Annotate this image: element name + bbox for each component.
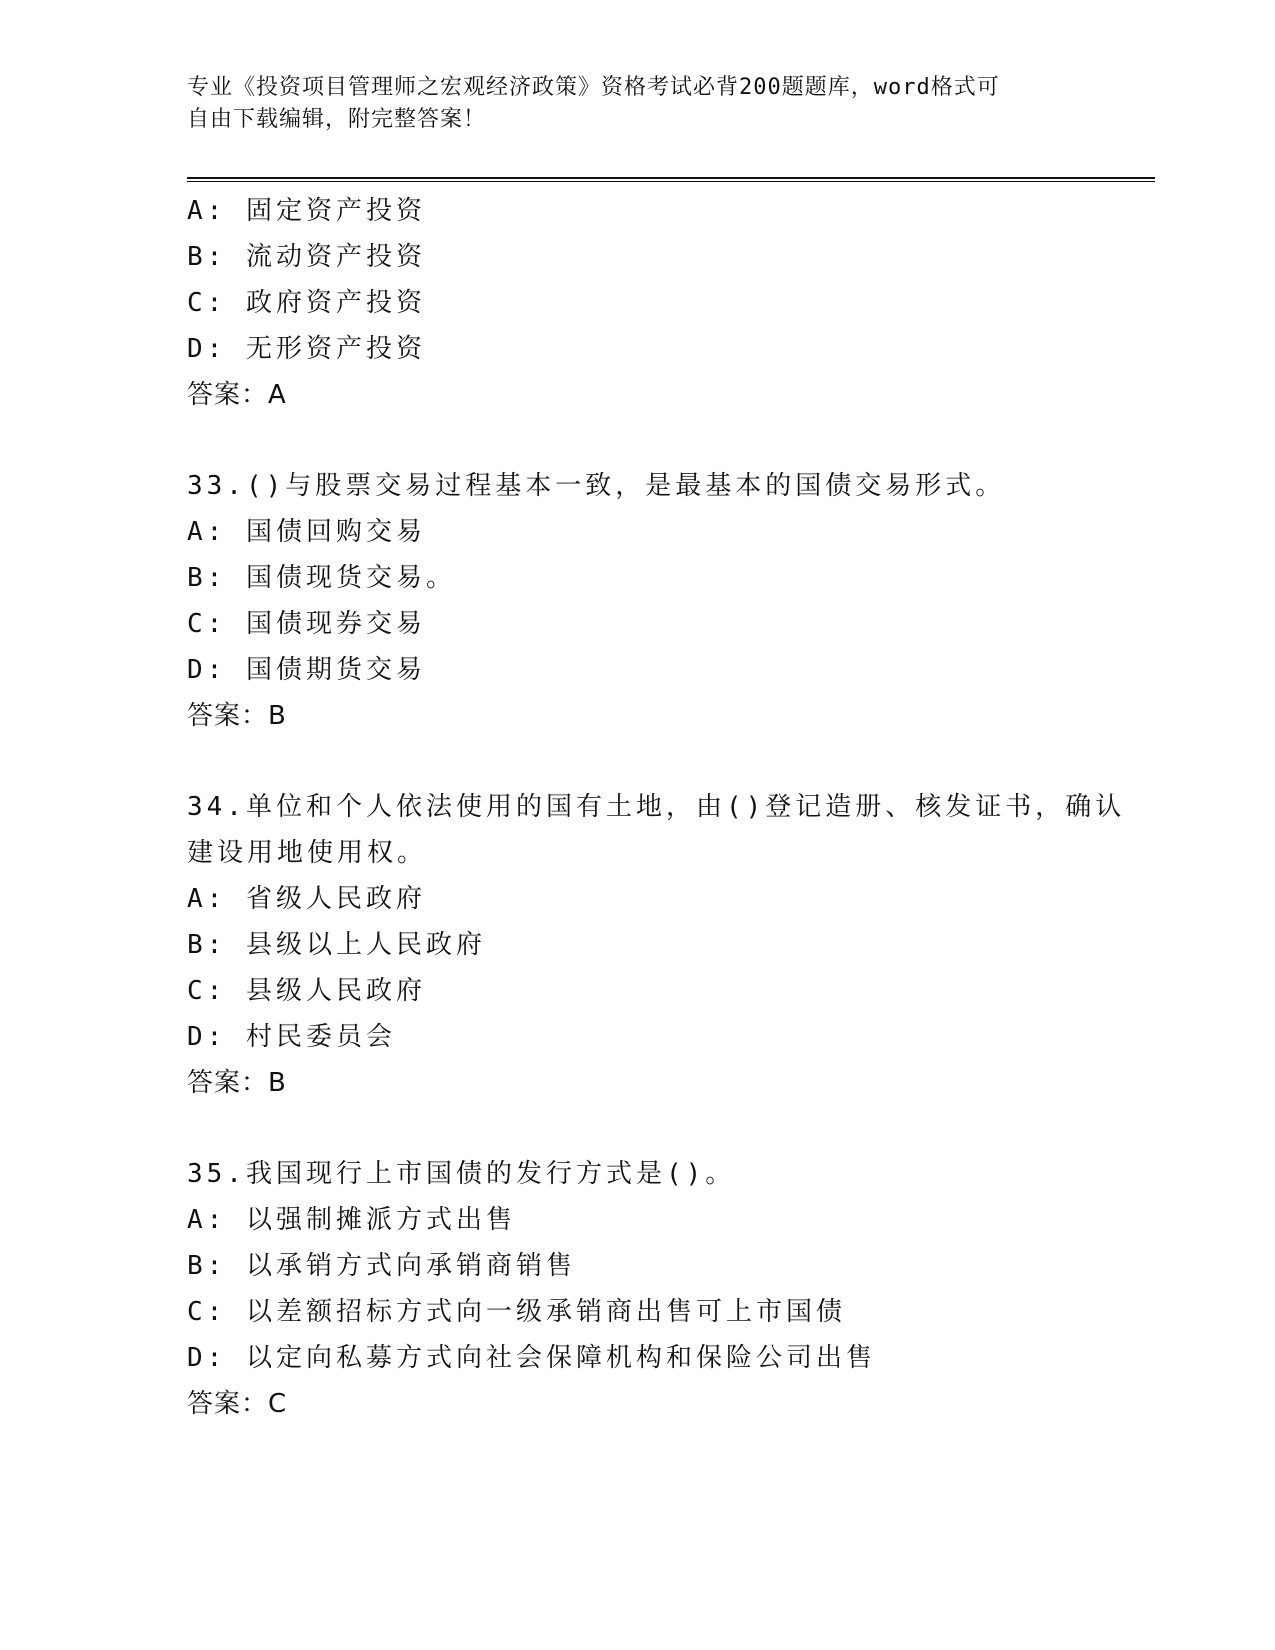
question-text-line-1: 34.单位和个人依法使用的国有土地，由()登记造册、核发证书，确认 <box>187 792 1126 822</box>
question-list <box>187 188 1147 1427</box>
question-text-line-2: 建设用地使用权。 <box>187 838 428 868</box>
question-33 <box>187 463 1147 739</box>
option-a: A: 以强制摊派方式出售 <box>187 1205 516 1235</box>
option-b: B: 国债现货交易。 <box>187 563 456 593</box>
option-d: D: 国债期货交易 <box>187 655 426 685</box>
option-d: D: 无形资产投资 <box>187 334 426 364</box>
document-header <box>187 72 1087 136</box>
answer: 答案：B <box>187 1068 287 1098</box>
question-32 <box>187 188 1147 418</box>
option-a: A: 固定资产投资 <box>187 196 426 226</box>
option-b: B: 流动资产投资 <box>187 242 426 272</box>
header-line-2: 自由下载编辑，附完整答案！ <box>187 107 487 132</box>
question-35 <box>187 1151 1147 1427</box>
option-d: D: 以定向私募方式向社会保障机构和保险公司出售 <box>187 1343 876 1373</box>
option-b: B: 县级以上人民政府 <box>187 930 486 960</box>
option-c: C: 县级人民政府 <box>187 976 426 1006</box>
header-line-1: 专业《投资项目管理师之宏观经济政策》资格考试必背200题题库，word格式可 <box>187 75 1000 100</box>
answer: 答案：C <box>187 1389 288 1419</box>
question-text: 35.我国现行上市国债的发行方式是()。 <box>187 1159 736 1189</box>
option-d: D: 村民委员会 <box>187 1022 396 1052</box>
answer: 答案：B <box>187 701 287 731</box>
option-c: C: 政府资产投资 <box>187 288 426 318</box>
question-34 <box>187 784 1147 1106</box>
option-c: C: 国债现券交易 <box>187 609 426 639</box>
option-a: A: 省级人民政府 <box>187 884 426 914</box>
option-c: C: 以差额招标方式向一级承销商出售可上市国债 <box>187 1297 846 1327</box>
header-rule <box>187 177 1155 182</box>
option-b: B: 以承销方式向承销商销售 <box>187 1251 576 1281</box>
question-text: 33.()与股票交易过程基本一致，是最基本的国债交易形式。 <box>187 471 1006 501</box>
answer: 答案：A <box>187 380 287 410</box>
option-a: A: 国债回购交易 <box>187 517 426 547</box>
